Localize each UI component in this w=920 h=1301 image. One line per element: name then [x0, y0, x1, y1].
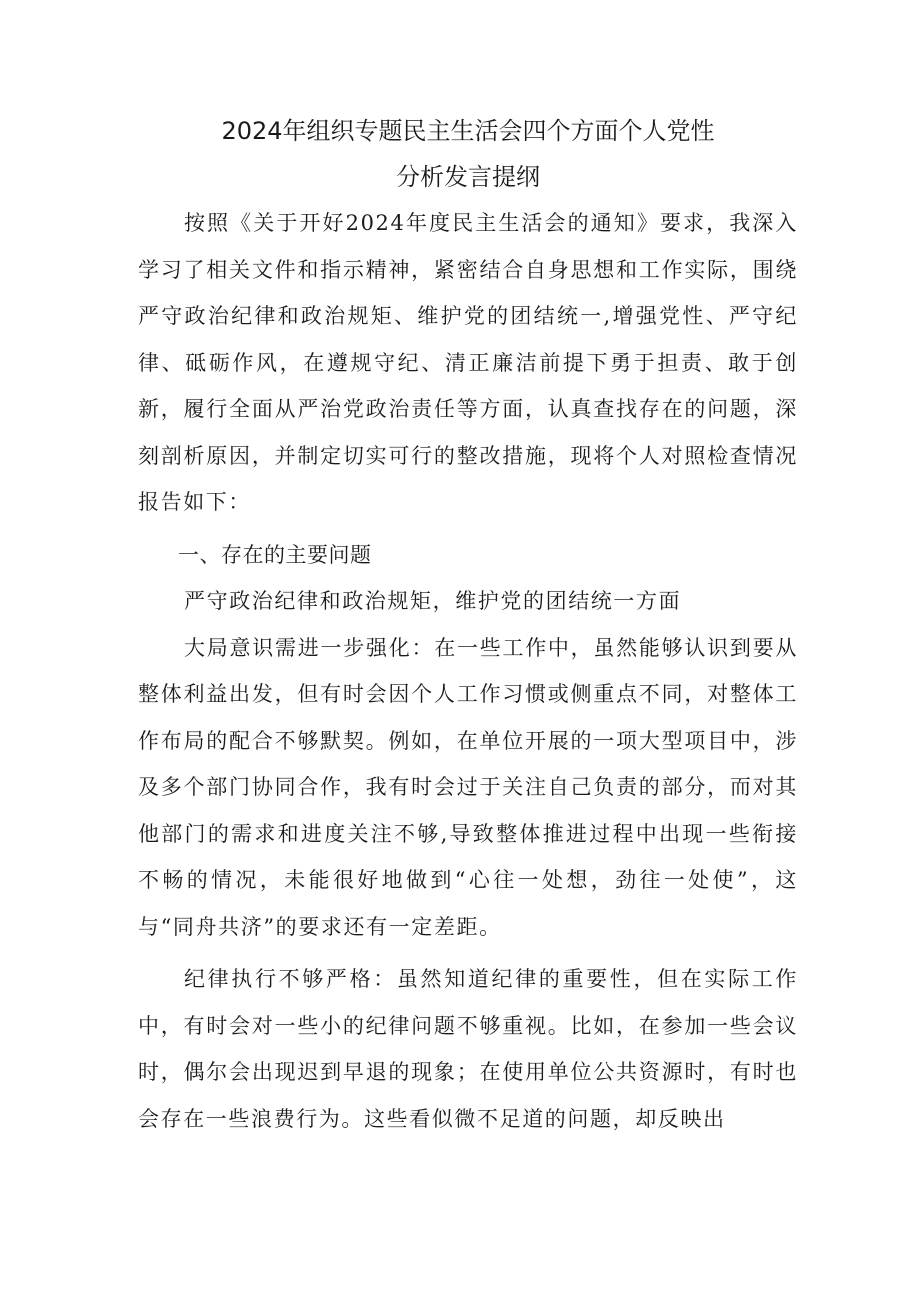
- document-title: [138, 108, 798, 200]
- title-line-1: 2024年组织专题民主生活会四个方面个人党性: [221, 117, 715, 145]
- body-paragraph-2: 纪律执行不够严格：虽然知道纪律的重要性，但在实际工作中，有时会对一些小的纪律问题不够重视。比如，在参加一些会议时，偶尔会出现迟到早退的现象；在使用单位公共资源时，有时也会存在一些浪费行为。这些看似微不足道的问题，却反映出: [138, 967, 798, 1131]
- body-paragraph-1: 大局意识需进一步强化：在一些工作中，虽然能够认识到要从整体利益出发，但有时会因个人工作习惯或侧重点不同，对整体工作布局的配合不够默契。例如，在单位开展的一项大型项目中，涉及多个部门协同合作，我有时会过于关注自己负责的部分，而对其他部门的需求和进度关注不够,导致整体推进过程中出现一些衔接不畅的情况，未能很好地做到“心往一处想，劲往一处使”，这与“同舟共济”的要求还有一定差距。: [138, 635, 798, 939]
- intro-paragraph: 按照《关于开好2024年度民主生活会的通知》要求，我深入学习了相关文件和指示精神，紧密结合自身思想和工作实际，围绕严守政治纪律和政治规矩、维护党的团结统一,增强党性、严守纪律、砥砺作风，在遵规守纪、清正廉洁前提下勇于担责、敢于创新，履行全面从严治党政治责任等方面，认真查找存在的问题，深刻剖析原因，并制定切实可行的整改措施，现将个人对照检查情况报告如下：: [138, 211, 798, 514]
- title-line-2: 分析发言提纲: [396, 163, 540, 191]
- document-page: [138, 108, 798, 1142]
- subsection-heading-1: 严守政治纪律和政治规矩，维护党的团结统一方面: [184, 589, 682, 613]
- section-heading-1: 一、存在的主要问题: [178, 542, 372, 567]
